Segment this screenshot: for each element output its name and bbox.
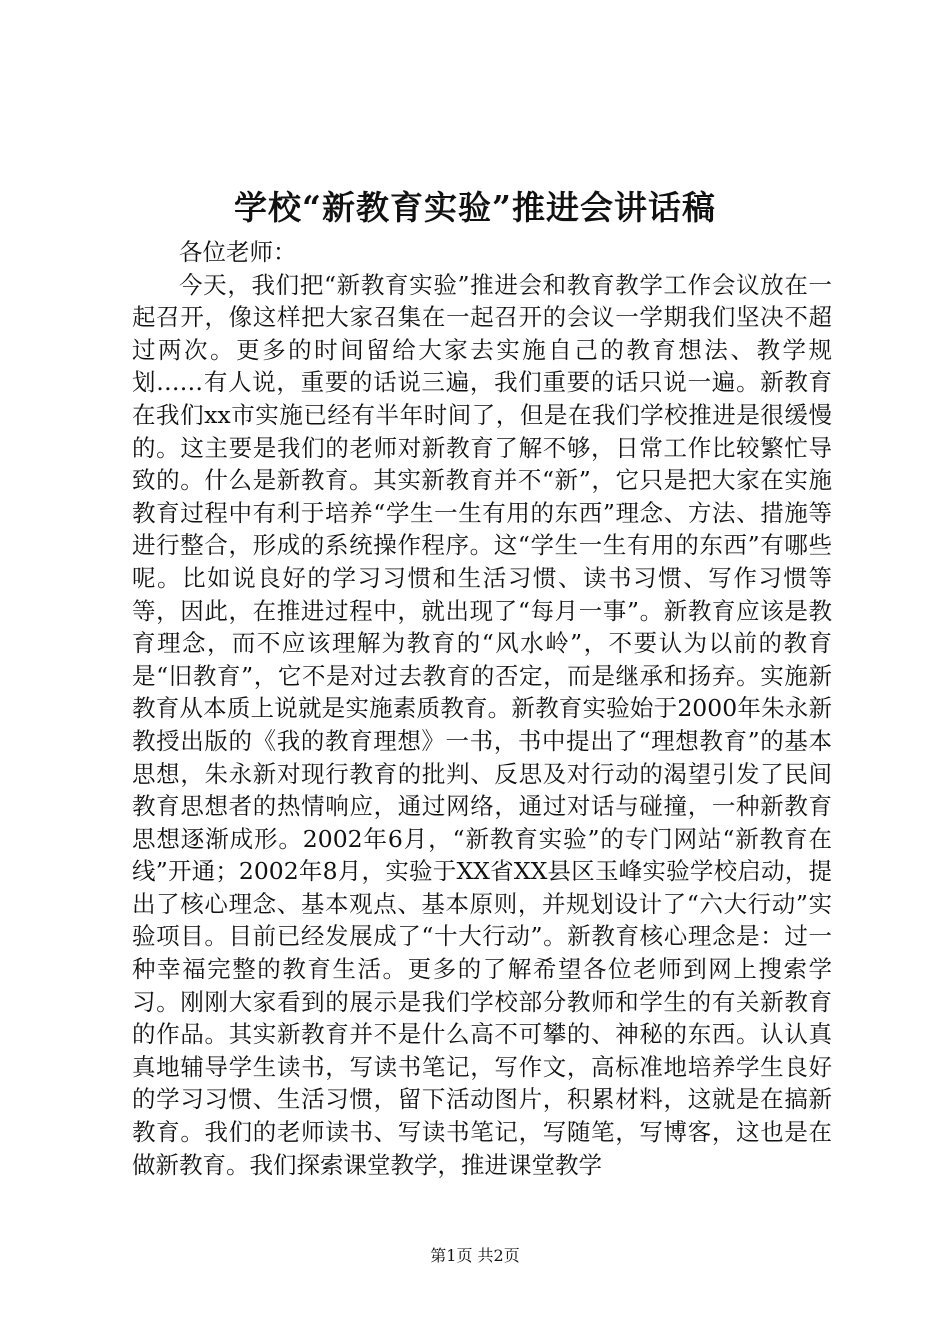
document-body — [132, 236, 832, 1181]
page-footer: 第1页 共2页 — [430, 1246, 520, 1265]
salutation: 各位老师： — [179, 238, 297, 266]
document-title: 学校“新教育实验”推进会讲话稿 — [234, 188, 716, 227]
body-paragraph: 今天，我们把“新教育实验”推进会和教育教学工作会议放在一起召开，像这样把大家召集在一起召开的会议一学期我们坚决不超过两次。更多的时间留给大家去实施自己的教育想法、教学规划……有人说，重要的话说三遍，我们重要的话只说一遍。新教育在我们xx市实施已经有半年时间了，但是在我们学校推进是很缓慢的。这主要是我们的老师对新教育了解不够，日常工作比较繁忙导致的。什么是新教育。其实新教育并不“新”，它只是把大家在实施教育过程中有利于培养“学生一生有用的东西”理念、方法、措施等进行整合，形成的系统操作程序。这“学生一生有用的东西”有哪些呢。比如说良好的学习习惯和生活习惯、读书习惯、写作习惯等等，因此，在推进过程中，就出现了“每月一事”。新教育应该是教育理念，而不应该理解为教育的“风水岭”，不要认为以前的教育是“旧教育”，它不是对过去教育的否定，而是继承和扬弃。实施新教育从本质上说就是实施素质教育。新教育实验始于2000年朱永新教授出版的《我的教育理想》一书，书中提出了“理想教育”的基本思想，朱永新对现行教育的批判、反思及对行动的渴望引发了民间教育思想者的热情响应，通过网络，通过对话与碰撞，一种新教育思想逐渐成形。2002年6月，“新教育实验”的专门网站“新教育在线”开通；2002年8月，实验于XX省XX县区玉峰实验学校启动，提出了核心理念、基本观点、基本原则，并规划设计了“六大行动”实验项目。目前已经发展成了“十大行动”。新教育核心理念是：过一种幸福完整的教育生活。更多的了解希望各位老师到网上搜索学习。刚刚大家看到的展示是我们学校部分教师和学生的有关新教育的作品。其实新教育并不是什么高不可攀的、神秘的东西。认认真真地辅导学生读书，写读书笔记，写作文，高标准地培养学生良好的学习习惯、生活习惯，留下活动图片，积累材料，这就是在搞新教育。我们的老师读书、写读书笔记，写随笔，写博客，这也是在做新教育。我们探索课堂教学，推进课堂教学 — [132, 270, 832, 1179]
